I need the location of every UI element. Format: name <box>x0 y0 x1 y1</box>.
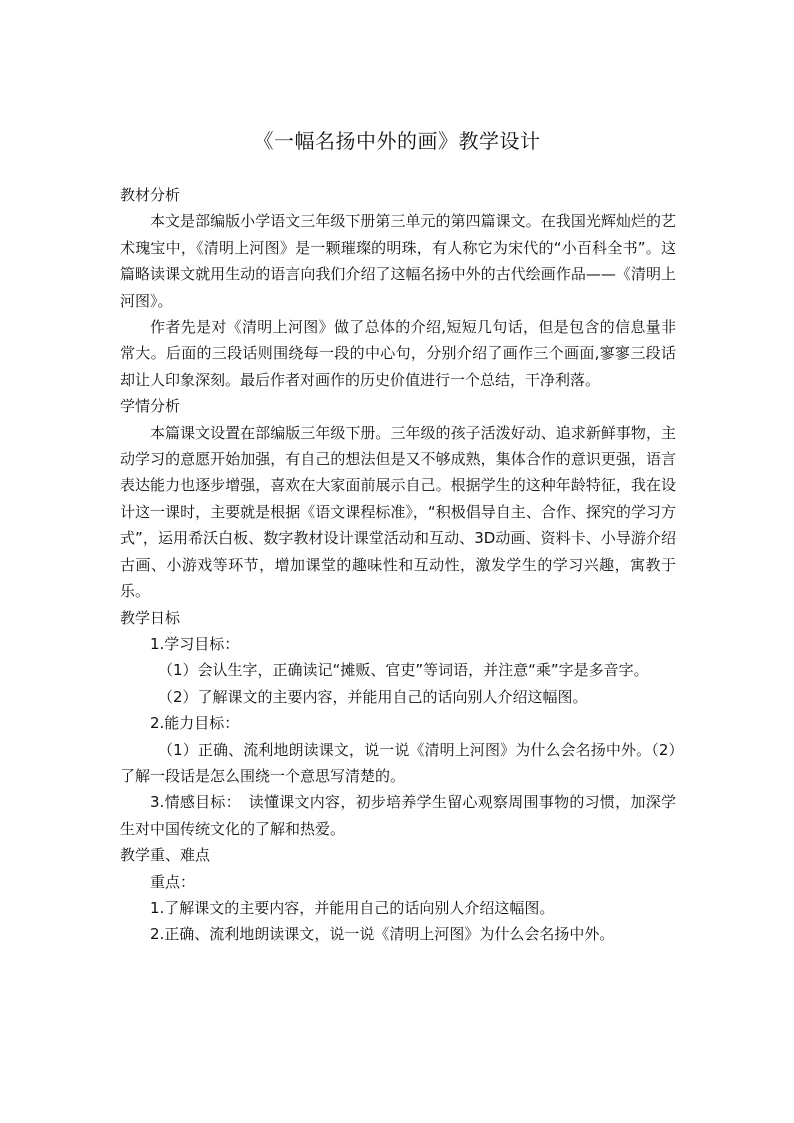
paragraph-textbook-intro: 本文是部编版小学语文三年级下册第三单元的第四篇课文。在我国光辉灿烂的艺术瑰宝中，《清明上河图》是一颗璀璨的明珠，有人称它为宋代的“小百科全书”。这篇略读课文就用生动的语言向我们介绍了这幅名扬中外的古代绘画作品——《清明上河图》。 <box>120 212 676 310</box>
section-heading-student-analysis: 学情分析 <box>120 397 181 416</box>
document-body <box>120 182 676 948</box>
goal-ability-heading: 2.能力目标： <box>150 714 240 733</box>
key-point-2: 2.正确、流利地朗读课文，说一说《清明上河图》为什么会名扬中外。 <box>150 925 615 944</box>
goal-learning-heading: 1.学习目标： <box>150 634 240 653</box>
goal-ability-items: （1）正确、流利地朗读课文，说一说《清明上河图》为什么会名扬中外。（2）了解一段话是怎么围绕一个意思写清楚的。 <box>120 740 676 785</box>
key-point-1: 1.了解课文的主要内容，并能用自己的话向别人介绍这幅图。 <box>150 898 555 917</box>
section-heading-textbook-analysis: 教材分析 <box>120 186 181 204</box>
goal-learning-item-2: （2）了解课文的主要内容，并能用自己的话向别人介绍这幅图。 <box>158 687 588 706</box>
key-points-label: 重点： <box>150 872 196 891</box>
document-title: 《一幅名扬中外的画》教学设计 <box>253 129 541 153</box>
paragraph-student-analysis: 本篇课文设置在部编版三年级下册。三年级的孩子活泼好动、追求新鲜事物，主动学习的意愿开始加强，有自己的想法但是又不够成熟，集体合作的意识更强，语言表达能力也逐步增强，喜欢在大家面前展示自己。根据学生的这种年龄特征，我在设计这一课时，主要就是根据《语文课程标准》，“积极倡导自主、合作、探究的学习方式”，运用希沃白板、数字教材设计课堂活动和互动、3D动画、资料卡、小导游介绍古画、小游戏等环节，增加课堂的趣味性和互动性，激发学生的学习兴趣，寓教于乐。 <box>120 423 676 601</box>
paragraph-author-structure: 作者先是对《清明上河图》做了总体的介绍,短短几句话，但是包含的信息量非常大。后面的三段话则围绕每一段的中心句，分别介绍了画作三个画面,寥寥三段话却让人印象深刻。最后作者对画作的历史价值进行一个总结，干净利落。 <box>120 318 676 389</box>
section-heading-key-points: 教学重、难点 <box>120 846 211 865</box>
goal-emotion: 3.情感目标： 读懂课文内容，初步培养学生留心观察周围事物的习惯，加深学生对中国传统文化的了解和热爱。 <box>120 793 676 838</box>
goal-learning-item-1: （1）会认生字，正确读记“摊贩、官吏”等词语，并注意“乘”字是多音字。 <box>158 661 649 680</box>
section-heading-teaching-goals: 教学日标 <box>120 608 181 627</box>
